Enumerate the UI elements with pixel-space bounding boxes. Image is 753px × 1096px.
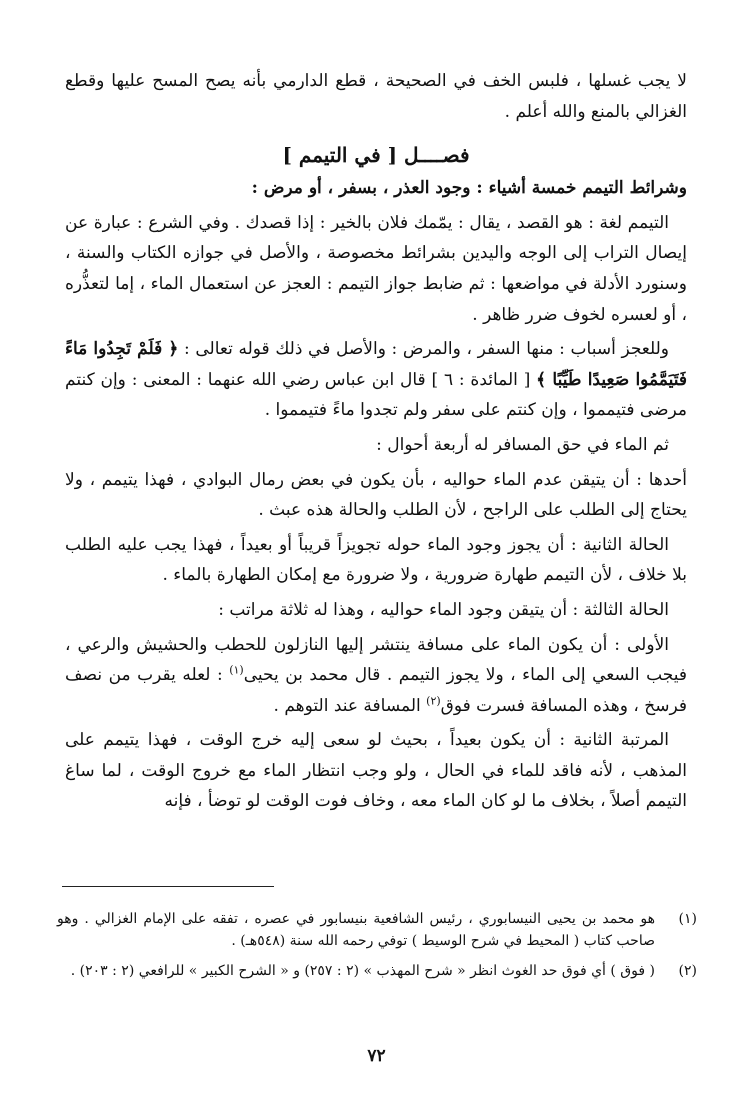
causes-lead: وللعجز أسباب : منها السفر ، والمرض : والأصل في ذلك قوله تعالى : <box>184 339 670 360</box>
state-two: الحالة الثانية : أن يجوز وجود الماء حوله تجويزاً قريباً أو بعيداً ، فهذا يجب عليه الطلب بلا خلاف ، لأن التيمم طهارة ضرورية ، ولا ضرورة مع إمكان الطهارة بالماء . <box>65 534 687 586</box>
verse-reference: [ المائدة : ٦ ] <box>431 369 531 390</box>
footnote-1 <box>57 908 697 952</box>
footnote-number: (٢) <box>678 963 697 979</box>
definition-paragraph: التيمم لغة : هو القصد ، يقال : يمّمك فلان بالخير : إذا قصدك . وفي الشرع : عبارة عن إيصال التراب إلى الوجه واليدين بشرائط مخصوصة ، والأصل في جوازه الكتاب والسنة ، وسنورد الأدلة في مواضعها : ثم ضابط جواز التيمم : العجز عن استعمال الماء ، إما لتعذُّره ، أو لعسره لخوف ضرر ظاهر . <box>65 212 687 325</box>
causes-paragraph <box>65 334 687 426</box>
footnote-divider <box>62 886 274 887</box>
conditions-line: وشرائط التيمم خمسة أشياء : وجود العذر ، بسفر ، أو مرض : <box>251 178 687 199</box>
footnote-text: هو محمد بن يحيى النيسابوري ، رئيس الشافعية بنيسابور في عصره ، تفقه على الإمام الغزالي . وهو صاحب كتاب ( المحيط في شرح الوسيط ) توفي رحمه الله سنة (٥٤٨هـ) . <box>57 911 655 949</box>
opening-paragraph: لا يجب غسلها ، فلبس الخف في الصحيحة ، قطع الدارمي بأنه يصح المسح عليها وقطع الغزالي بالمنع والله أعلم . <box>65 71 687 122</box>
state-three: الحالة الثالثة : أن يتيقن وجود الماء حواليه ، وهذا له ثلاثة مراتب : <box>218 599 669 620</box>
rank-one <box>65 630 687 722</box>
rank-one-text-b: : لعله يقرب من نصف فرسخ ، وهذه المسافة فسرت فوق <box>65 665 687 716</box>
rank-one-text-c: المسافة عند التوهم . <box>273 695 427 716</box>
page-number: ٧٢ <box>367 1046 386 1066</box>
state-one: أحدها : أن يتيقن عدم الماء حواليه ، بأن يكون في بعض رمال البوادي ، فهذا يتيمم ، ولا يحتاج إلى الطلب على الراجح ، لأن الطلب والحالة هذه عبث . <box>65 469 687 521</box>
footnote-number: (١) <box>678 911 697 927</box>
rank-one-text-a: الأولى : أن يكون الماء على مسافة ينتشر إليها النازلون للحطب والحشيش والرعي ، فيجب السعي إلى الماء ، ولا يجوز التيمم . قال محمد بن يحيى <box>65 634 687 686</box>
footnote-ref-1[interactable]: (١) <box>229 663 244 677</box>
footnotes <box>57 908 697 990</box>
main-text <box>65 66 687 821</box>
footnote-2 <box>57 960 697 982</box>
states-intro: ثم الماء في حق المسافر له أربعة أحوال : <box>376 434 669 455</box>
footnote-ref-2[interactable]: (٢) <box>426 694 441 708</box>
rank-two: المرتبة الثانية : أن يكون بعيداً ، بحيث لو سعى إليه خرج الوقت ، فهذا يتيمم على المذهب ، لأنه فاقد للماء في الحال ، ولو وجب انتظار الماء مع خروج الوقت ، لما ساغ التيمم أصلاً ، بخلاف ما لو كان الماء معه ، وخاف فوت الوقت لو توضأ ، فإنه <box>65 730 687 812</box>
section-title: فصــــل [ في التيمم ] <box>282 143 470 168</box>
quran-verse: ﴿ فَلَمْ تَجِدُوا مَاءً فَتَيَمَّمُوا صَعِيدًا طَيِّبًا ﴾ <box>65 339 687 390</box>
causes-tail: قال ابن عباس رضي الله عنهما : المعنى : وإن كنتم مرضى فتيمموا ، وإن كنتم على سفر ولم تجدوا ماءً فتيمموا . <box>65 369 687 421</box>
footnote-text: ( فوق ) أي فوق حد الغوث انظر « شرح المهذب » (٢ : ٢٥٧) و « الشرح الكبير » للرافعي (٢ : ٢٠٣) . <box>70 963 655 979</box>
